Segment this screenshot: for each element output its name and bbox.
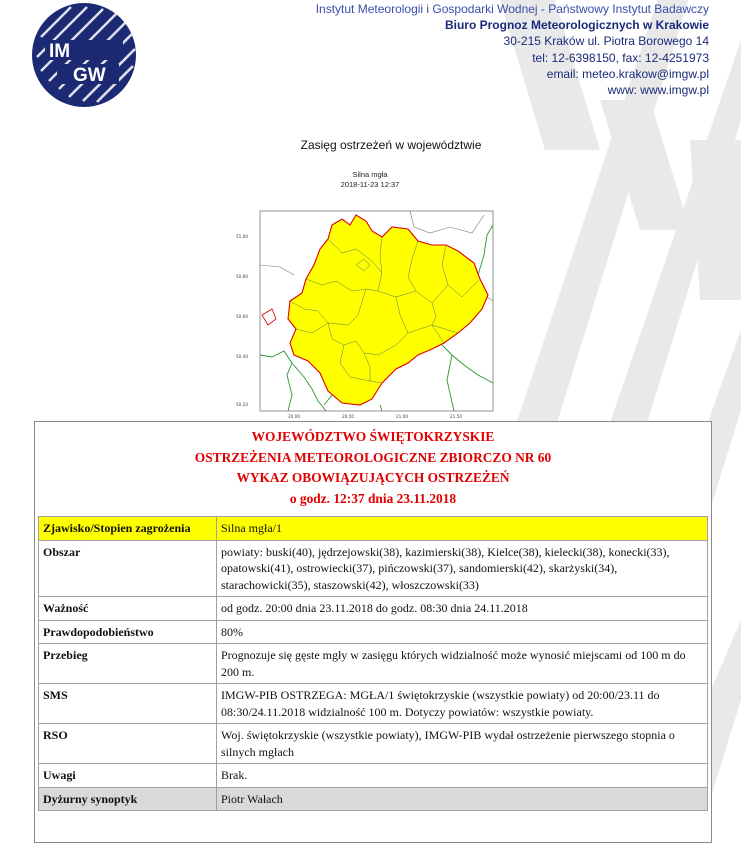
map-phenomenon: Silna mgła xyxy=(352,170,388,179)
table-row xyxy=(39,684,708,724)
contact-block xyxy=(316,1,709,98)
logo-text-bottom: GW xyxy=(73,65,106,86)
lon-tick: 20.00 xyxy=(288,414,300,419)
table-row xyxy=(39,597,708,621)
map-title-block xyxy=(232,170,508,190)
table-row xyxy=(39,764,708,788)
phone-fax: tel: 12-6398150, fax: 12-4251973 xyxy=(532,50,709,65)
institute-name: Instytut Meteorologii i Gospodarki Wodnej - Państwowy Instytut Badawczy xyxy=(315,2,709,16)
row-label: Zjawisko/Stopien zagrożenia xyxy=(39,517,217,541)
table-row xyxy=(39,787,708,811)
row-label: SMS xyxy=(39,684,217,724)
map-datetime: 2018-11-23 12:37 xyxy=(340,180,400,189)
table-row xyxy=(39,620,708,644)
row-label: RSO xyxy=(39,724,217,764)
lon-tick: 21.50 xyxy=(450,414,462,419)
bulletin-issued: o godz. 12:37 dnia 23.11.2018 xyxy=(289,490,457,506)
row-label: Dyżurny synoptyk xyxy=(39,787,217,811)
table-row xyxy=(39,540,708,597)
row-value: Silna mgła/1 xyxy=(217,517,708,541)
lat-tick: 50.40 xyxy=(236,354,248,359)
bulletin-heading: WYKAZ OBOWIĄZUJĄCYCH OSTRZEŻEŃ xyxy=(236,470,510,485)
address: 30-215 Kraków ul. Piotra Borowego 14 xyxy=(503,34,709,49)
section-subtitle: Zasięg ostrzeżeń w województwie xyxy=(300,138,482,152)
imgw-logo xyxy=(31,2,137,108)
www-link[interactable]: www: www.imgw.pl xyxy=(607,83,709,98)
table-row xyxy=(39,724,708,764)
row-label: Obszar xyxy=(39,540,217,597)
row-value: IMGW-PIB OSTRZEGA: MGŁA/1 świętokrzyskie (wszystkie powiaty) od 20:00/23.11 do 08:30/24.11.2018 widzialność 100 m. Dotyczy powiatów: wszystkie powiaty. xyxy=(217,684,708,724)
row-label: Przebieg xyxy=(39,644,217,684)
table-row xyxy=(39,517,708,541)
warning-table xyxy=(38,516,708,811)
lat-tick: 51.00 xyxy=(236,234,248,239)
row-value: Woj. świętokrzyskie (wszystkie powiaty), IMGW-PIB wydał ostrzeżenie pierwszego stopnia o silnych mgłach xyxy=(217,724,708,764)
bulletin-region: WOJEWÓDZTWO ŚWIĘTOKRZYSKIE xyxy=(251,429,495,444)
map-canvas xyxy=(232,205,508,420)
email-link[interactable]: email: meteo.krakow@imgw.pl xyxy=(546,66,709,81)
row-label: Uwagi xyxy=(39,764,217,788)
lat-tick: 50.20 xyxy=(236,402,248,407)
office-name: Biuro Prognoz Meteorologicznych w Krakowie xyxy=(444,18,709,33)
row-value: od godz. 20:00 dnia 23.11.2018 do godz. 08:30 dnia 24.11.2018 xyxy=(217,597,708,621)
row-value: Piotr Wałach xyxy=(217,787,708,811)
warning-bulletin xyxy=(34,421,712,843)
letterhead xyxy=(0,0,741,115)
bulletin-title xyxy=(35,422,711,509)
lon-tick: 21.00 xyxy=(396,414,408,419)
logo-text-top: IM xyxy=(49,41,71,62)
lat-tick: 50.60 xyxy=(236,314,248,319)
warning-map xyxy=(232,170,508,420)
table-row xyxy=(39,644,708,684)
row-value: 80% xyxy=(217,620,708,644)
bulletin-number: OSTRZEŻENIA METEOROLOGICZNE ZBIORCZO NR 60 xyxy=(194,449,552,465)
row-value: Prognozuje się gęste mgły w zasięgu których widzialność może wynosić miejscami od 100 m do 200 m. xyxy=(217,644,708,684)
row-label: Prawdopodobieństwo xyxy=(39,620,217,644)
row-value: powiaty: buski(40), jędrzejowski(38), kazimierski(38), Kielce(38), kielecki(38), konecki(33), opatowski(41), ostrowiecki(37), pińczowski(37), sandomierski(42), skarżyski(34), starachowicki(35), staszowski(42), włoszczowski(33) xyxy=(217,540,708,597)
lon-tick: 20.50 xyxy=(342,414,354,419)
row-label: Ważność xyxy=(39,597,217,621)
lat-tick: 50.80 xyxy=(236,274,248,279)
row-value: Brak. xyxy=(217,764,708,788)
